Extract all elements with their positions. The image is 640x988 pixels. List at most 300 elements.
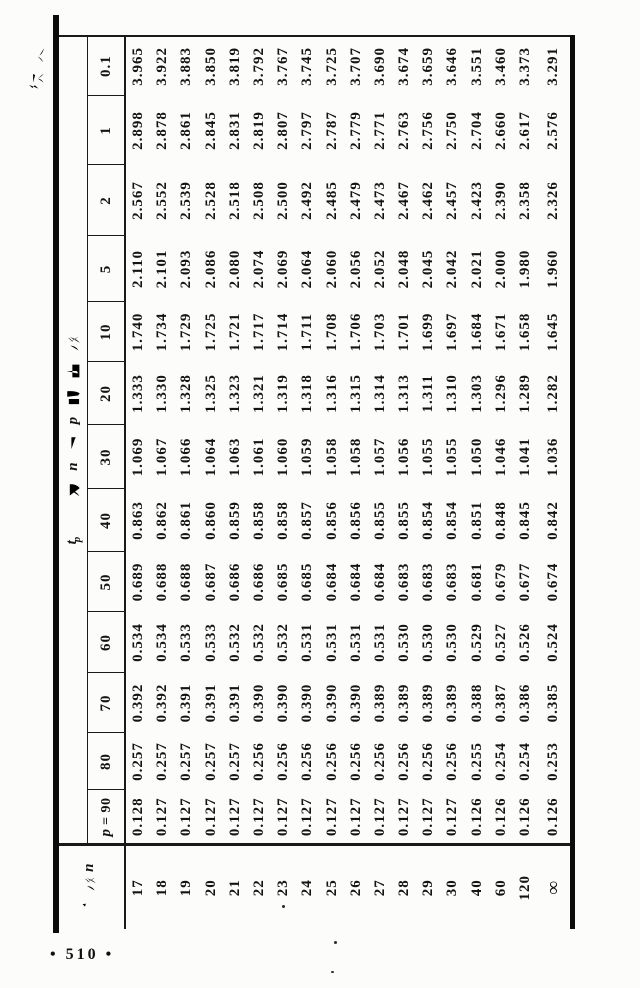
- value-cell-p5-n20: 2.086: [202, 249, 219, 289]
- p-header-90-rest: = 90: [98, 797, 114, 825]
- value-cell-p1-n25: 2.787: [323, 111, 340, 150]
- value-cell-p50-n22: 0.686: [250, 562, 267, 602]
- value-cell-p70-n19: 0.391: [178, 683, 195, 723]
- value-cell-p90-n∞: 0.126: [538, 790, 573, 845]
- value-cell-p40-n18: 0.862: [154, 501, 171, 540]
- rotated-table-canvas: [53, 35, 577, 929]
- value-cell-p0.1-n19: 3.883: [178, 47, 195, 86]
- title-row: [59, 36, 88, 929]
- value-cell-p80-n120: 0.254: [517, 742, 534, 781]
- value-cell-p2-n40: 2.423: [468, 181, 485, 220]
- value-cell-p1-n40: 2.704: [468, 111, 485, 150]
- value-cell-p70-n17: 0.392: [129, 683, 146, 723]
- value-cell-p40-n25: 0.856: [323, 501, 340, 540]
- table-row-n-23: [272, 36, 296, 929]
- table-row-n-40: [465, 36, 489, 929]
- value-cell-p1-n20: 2.845: [202, 111, 219, 150]
- value-cell-p40-n19: 0.861: [178, 501, 195, 540]
- value-cell-p1-n18: 2.878: [154, 111, 171, 150]
- value-cell-p80-n20: 0.257: [202, 742, 219, 781]
- value-cell-p60-n23: 0.532: [275, 623, 292, 662]
- value-cell-p80-n30: 0.256: [444, 742, 461, 781]
- value-cell-p5-n29: 2.045: [420, 249, 437, 289]
- value-cell-p80-n21: 0.257: [226, 742, 243, 781]
- table-row-n-120: [513, 36, 537, 929]
- value-cell-p10-n22: 1.717: [250, 312, 267, 352]
- value-cell-p5-n19: 2.093: [178, 249, 195, 289]
- n-label-cell: 120: [517, 875, 534, 901]
- value-cell-p10-n29: 1.699: [420, 312, 437, 352]
- value-cell-p70-n120: 0.386: [517, 683, 534, 723]
- row-header-cell: [59, 845, 125, 929]
- value-cell-p90-n25: 0.127: [320, 790, 344, 845]
- row-header-variable: n: [81, 863, 97, 872]
- value-cell-p80-n18: 0.257: [154, 742, 171, 781]
- value-cell-p1-n60: 2.660: [492, 111, 509, 150]
- p-header-cell-50: 50: [88, 552, 126, 612]
- value-cell-p1-n29: 2.756: [420, 111, 437, 150]
- value-cell-p40-n120: 0.845: [517, 501, 534, 540]
- value-cell-p2-n23: 2.500: [275, 181, 292, 220]
- t-distribution-table: [59, 35, 575, 929]
- value-cell-p2-n20: 2.528: [202, 181, 219, 220]
- value-cell-p70-n25: 0.390: [323, 683, 340, 723]
- value-cell-p10-n17: 1.740: [129, 312, 146, 352]
- value-cell-p10-n40: 1.684: [468, 312, 485, 352]
- value-cell-p90-n18: 0.127: [151, 790, 175, 845]
- value-cell-p10-n24: 1.711: [299, 313, 316, 351]
- value-cell-p60-n20: 0.533: [202, 623, 219, 662]
- value-cell-p2-n22: 2.508: [250, 181, 267, 220]
- p-header-cell-20: 20: [88, 362, 126, 425]
- value-cell-p50-n29: 0.683: [420, 562, 437, 602]
- value-cell-p2-n21: 2.518: [226, 181, 243, 220]
- value-cell-p30-n29: 1.055: [420, 437, 437, 477]
- value-cell-p70-n26: 0.390: [347, 683, 364, 723]
- value-cell-p10-n28: 1.701: [396, 312, 413, 352]
- value-cell-p80-n22: 0.256: [250, 742, 267, 781]
- value-cell-p50-n23: 0.685: [275, 562, 292, 602]
- table-row-n-26: [344, 36, 368, 929]
- value-cell-p0.1-n25: 3.725: [323, 47, 340, 86]
- value-cell-p20-n30: 1.310: [444, 374, 461, 413]
- value-cell-p2-n24: 2.492: [299, 181, 316, 220]
- value-cell-p10-n18: 1.734: [154, 312, 171, 352]
- value-cell-p10-n30: 1.697: [444, 312, 461, 352]
- value-cell-p90-n21: 0.127: [223, 790, 247, 845]
- n-label-cell: 24: [299, 879, 316, 897]
- value-cell-p10-n∞: 1.645: [545, 312, 562, 352]
- n-label-cell: 17: [129, 879, 146, 897]
- value-cell-p2-n18: 2.552: [154, 181, 171, 220]
- hanzi-can-icon: [82, 897, 97, 912]
- value-cell-p30-n60: 1.046: [492, 437, 509, 477]
- value-cell-p5-n22: 2.074: [250, 249, 267, 289]
- value-cell-p80-n27: 0.256: [371, 742, 388, 781]
- value-cell-p40-n23: 0.858: [275, 501, 292, 540]
- value-cell-p50-n26: 0.684: [347, 562, 364, 602]
- table-row-n-19: [175, 36, 199, 929]
- value-cell-p30-n∞: 1.036: [545, 437, 562, 477]
- value-cell-p30-n23: 1.060: [275, 437, 292, 477]
- value-cell-p50-n21: 0.686: [226, 562, 243, 602]
- value-cell-p5-n27: 2.052: [371, 249, 388, 289]
- value-cell-p40-n∞: 0.842: [545, 501, 562, 540]
- n-label-cell: 25: [323, 879, 340, 897]
- table-row-n-17: [125, 36, 151, 929]
- value-cell-p50-n17: 0.689: [129, 562, 146, 602]
- value-cell-p50-n120: 0.677: [517, 562, 534, 602]
- value-cell-p80-n24: 0.256: [299, 742, 316, 781]
- value-cell-p1-n22: 2.819: [250, 111, 267, 150]
- value-cell-p80-n23: 0.256: [275, 742, 292, 781]
- scan-speck: [331, 971, 334, 973]
- value-cell-p40-n60: 0.848: [492, 501, 509, 540]
- n-label-cell: 22: [250, 879, 267, 897]
- value-cell-p80-n∞: 0.253: [545, 742, 562, 781]
- value-cell-p60-n∞: 0.524: [545, 623, 562, 662]
- p-header-cell-70: 70: [88, 673, 126, 733]
- value-cell-p70-n24: 0.390: [299, 683, 316, 723]
- value-cell-p5-n∞: 1.960: [545, 249, 562, 289]
- value-cell-p70-n∞: 0.385: [545, 683, 562, 723]
- value-cell-p70-n27: 0.389: [371, 683, 388, 723]
- value-cell-p90-n28: 0.127: [392, 790, 416, 845]
- value-cell-p90-n27: 0.127: [368, 790, 392, 845]
- value-cell-p20-n27: 1.314: [371, 374, 388, 413]
- p-header-cell-30: 30: [88, 425, 126, 489]
- value-cell-p70-n60: 0.387: [492, 683, 509, 723]
- p-header-cell-0.1: 0.1: [88, 36, 126, 96]
- value-cell-p2-n28: 2.467: [396, 181, 413, 220]
- value-cell-p30-n28: 1.056: [396, 437, 413, 477]
- value-cell-p30-n20: 1.064: [202, 437, 219, 477]
- value-cell-p20-n120: 1.289: [517, 374, 534, 413]
- value-cell-p30-n18: 1.067: [154, 437, 171, 477]
- table-row-n-30: [441, 36, 465, 929]
- value-cell-p20-n20: 1.325: [202, 374, 219, 413]
- hanzi-wei-icon: [65, 482, 81, 498]
- value-cell-p10-n25: 1.708: [323, 312, 340, 352]
- scan-speck: [334, 941, 337, 944]
- value-cell-p90-n26: 0.127: [344, 790, 368, 845]
- value-cell-p1-n120: 2.617: [517, 111, 534, 150]
- value-cell-p30-n27: 1.057: [371, 437, 388, 477]
- value-cell-p50-n28: 0.683: [396, 562, 413, 602]
- value-cell-p1-n23: 2.807: [275, 111, 292, 150]
- p-header-cell-90: [88, 790, 126, 845]
- n-label-cell: 19: [178, 879, 195, 897]
- value-cell-p0.1-n60: 3.460: [492, 47, 509, 86]
- value-cell-p70-n23: 0.390: [275, 683, 292, 723]
- table-row-n-22: [247, 36, 271, 929]
- value-cell-p5-n25: 2.060: [323, 249, 340, 289]
- title-var-p: p: [64, 416, 81, 425]
- value-cell-p0.1-n17: 3.965: [129, 47, 146, 86]
- value-cell-p70-n20: 0.391: [202, 683, 219, 723]
- value-cell-p90-n40: 0.126: [465, 790, 489, 845]
- table-body: [125, 36, 573, 929]
- value-cell-p30-n30: 1.055: [444, 437, 461, 477]
- value-cell-p80-n60: 0.254: [492, 742, 509, 781]
- title-var-t: t: [63, 540, 80, 545]
- value-cell-p40-n26: 0.856: [347, 501, 364, 540]
- value-cell-p70-n18: 0.392: [154, 683, 171, 723]
- value-cell-p20-n25: 1.316: [323, 374, 340, 413]
- value-cell-p5-n40: 2.021: [468, 249, 485, 289]
- page-number: • 510 •: [50, 946, 115, 963]
- value-cell-p1-n∞: 2.576: [545, 111, 562, 150]
- value-cell-p5-n60: 2.000: [492, 249, 509, 289]
- value-cell-p30-n120: 1.041: [517, 437, 534, 477]
- value-cell-p2-n19: 2.539: [178, 181, 195, 220]
- value-cell-p90-n19: 0.127: [175, 790, 199, 845]
- value-cell-p60-n120: 0.526: [517, 623, 534, 662]
- value-cell-p30-n40: 1.050: [468, 437, 485, 477]
- value-cell-p5-n23: 2.069: [275, 249, 292, 289]
- value-cell-p10-n26: 1.706: [347, 312, 364, 352]
- p-header-cell-10: 10: [88, 302, 126, 362]
- value-cell-p0.1-n22: 3.792: [250, 47, 267, 86]
- n-label-cell: 26: [347, 879, 364, 897]
- value-cell-p2-n26: 2.479: [347, 181, 364, 220]
- value-cell-p80-n17: 0.257: [129, 742, 146, 781]
- value-cell-p50-n∞: 0.674: [545, 562, 562, 602]
- value-cell-p20-n22: 1.321: [250, 374, 267, 413]
- n-label-cell: 28: [396, 879, 413, 897]
- value-cell-p40-n20: 0.860: [202, 501, 219, 540]
- table-row-n-25: [320, 36, 344, 929]
- value-cell-p0.1-n18: 3.922: [154, 47, 171, 86]
- value-cell-p70-n30: 0.389: [444, 683, 461, 723]
- value-cell-p0.1-n26: 3.707: [347, 47, 364, 86]
- value-cell-p30-n26: 1.058: [347, 437, 364, 477]
- title-var-t-subscript: p: [70, 535, 83, 543]
- continued-table-label: [26, 47, 46, 90]
- value-cell-p40-n21: 0.859: [226, 501, 243, 540]
- n-label-cell: 18: [154, 879, 171, 897]
- p-header-row: [88, 36, 126, 929]
- p-header-cell-60: 60: [88, 612, 126, 673]
- value-cell-p10-n120: 1.658: [517, 312, 534, 352]
- value-cell-p5-n24: 2.064: [299, 249, 316, 289]
- value-cell-p0.1-n23: 3.767: [275, 47, 292, 86]
- value-cell-p40-n24: 0.857: [299, 501, 316, 540]
- value-cell-p60-n40: 0.529: [468, 623, 485, 662]
- value-cell-p90-n20: 0.127: [199, 790, 223, 845]
- value-cell-p10-n20: 1.725: [202, 312, 219, 352]
- value-cell-p80-n28: 0.256: [396, 742, 413, 781]
- value-cell-p2-n25: 2.485: [323, 181, 340, 220]
- value-cell-p0.1-n40: 3.551: [468, 47, 485, 86]
- value-cell-p50-n18: 0.688: [154, 562, 171, 602]
- value-cell-p1-n26: 2.779: [347, 111, 364, 150]
- value-cell-p5-n28: 2.048: [396, 249, 413, 289]
- value-cell-p40-n27: 0.855: [371, 501, 388, 540]
- value-cell-p90-n60: 0.126: [489, 790, 513, 845]
- value-cell-p0.1-n30: 3.646: [444, 47, 461, 86]
- value-cell-p20-n17: 1.333: [129, 374, 146, 413]
- table-row-n-∞: [538, 36, 573, 929]
- value-cell-p90-n23: 0.127: [272, 790, 296, 845]
- table-row-n-20: [199, 36, 223, 929]
- value-cell-p30-n24: 1.059: [299, 437, 316, 477]
- value-cell-p5-n21: 2.080: [226, 249, 243, 289]
- value-cell-p2-n120: 2.358: [517, 181, 534, 220]
- value-cell-p70-n40: 0.388: [468, 683, 485, 723]
- value-cell-p80-n19: 0.257: [178, 742, 195, 781]
- table-row-n-24: [296, 36, 320, 929]
- value-cell-p50-n25: 0.684: [323, 562, 340, 602]
- value-cell-p60-n25: 0.531: [323, 623, 340, 662]
- value-cell-p80-n26: 0.256: [347, 742, 364, 781]
- value-cell-p2-n60: 2.390: [492, 181, 509, 220]
- value-cell-p10-n60: 1.671: [492, 312, 509, 352]
- hanzi-biao-icon: [28, 47, 45, 64]
- title-var-n: n: [64, 462, 81, 471]
- p-variable: p: [97, 829, 114, 837]
- value-cell-p1-n17: 2.898: [129, 111, 146, 150]
- value-cell-p70-n28: 0.389: [396, 683, 413, 723]
- value-cell-p1-n24: 2.797: [299, 111, 316, 150]
- value-cell-p0.1-n28: 3.674: [396, 47, 413, 86]
- value-cell-p2-n∞: 2.326: [545, 181, 562, 220]
- value-cell-p0.1-n21: 3.819: [226, 47, 243, 86]
- value-cell-p5-n120: 1.980: [517, 249, 534, 289]
- value-cell-p30-n17: 1.069: [129, 437, 146, 477]
- value-cell-p20-n26: 1.315: [347, 374, 364, 413]
- p-header-cell-5: 5: [88, 236, 126, 302]
- value-cell-p2-n27: 2.473: [371, 181, 388, 220]
- value-cell-p90-n22: 0.127: [247, 790, 271, 845]
- value-cell-p0.1-n120: 3.373: [517, 47, 534, 86]
- table-row-n-29: [417, 36, 441, 929]
- value-cell-p5-n18: 2.101: [154, 249, 171, 289]
- value-cell-p20-n29: 1.311: [420, 374, 437, 413]
- value-cell-p2-n30: 2.457: [444, 181, 461, 220]
- table-row-n-28: [392, 36, 416, 929]
- n-label-cell: 29: [420, 879, 437, 897]
- value-cell-p90-n24: 0.127: [296, 790, 320, 845]
- n-label-cell: 40: [468, 879, 485, 897]
- value-cell-p60-n18: 0.534: [154, 623, 171, 662]
- value-cell-p50-n27: 0.684: [371, 562, 388, 602]
- value-cell-p1-n19: 2.861: [178, 111, 195, 150]
- value-cell-p5-n17: 2.110: [129, 250, 146, 288]
- value-cell-p60-n24: 0.531: [299, 623, 316, 662]
- table-row-n-21: [223, 36, 247, 929]
- value-cell-p0.1-n27: 3.690: [371, 47, 388, 86]
- table-row-n-60: [489, 36, 513, 929]
- n-label-cell: 27: [371, 879, 388, 897]
- hanzi-zuo-icon: [65, 509, 81, 525]
- value-cell-p30-n25: 1.058: [323, 437, 340, 477]
- value-cell-p10-n23: 1.714: [275, 312, 292, 352]
- hanzi-han-icon: [65, 363, 81, 379]
- value-cell-p0.1-n29: 3.659: [420, 47, 437, 86]
- value-cell-p30-n21: 1.063: [226, 437, 243, 477]
- value-cell-p60-n60: 0.527: [492, 623, 509, 662]
- value-cell-p70-n21: 0.391: [226, 683, 243, 723]
- value-cell-p60-n27: 0.531: [371, 623, 388, 662]
- value-cell-p50-n30: 0.683: [444, 562, 461, 602]
- value-cell-p70-n22: 0.390: [250, 683, 267, 723]
- value-cell-p40-n29: 0.854: [420, 501, 437, 540]
- value-cell-p30-n22: 1.061: [250, 437, 267, 477]
- hanzi-de-icon: [65, 390, 81, 406]
- value-cell-p60-n19: 0.533: [178, 623, 195, 662]
- value-cell-p1-n21: 2.831: [226, 111, 243, 150]
- title-t-sub-p: [64, 536, 83, 545]
- hanzi-xu-icon: [28, 73, 45, 90]
- value-cell-p80-n40: 0.255: [468, 742, 485, 781]
- hanzi-yu-icon: [65, 435, 81, 451]
- value-cell-p60-n26: 0.531: [347, 623, 364, 662]
- value-cell-p0.1-n24: 3.745: [299, 47, 316, 86]
- p-header-cell-80: 80: [88, 733, 126, 790]
- value-cell-p2-n29: 2.462: [420, 181, 437, 220]
- value-cell-p50-n19: 0.688: [178, 562, 195, 602]
- value-cell-p10-n27: 1.703: [371, 312, 388, 352]
- value-cell-p60-n30: 0.530: [444, 623, 461, 662]
- value-cell-p0.1-n20: 3.850: [202, 47, 219, 86]
- value-cell-p60-n17: 0.534: [129, 623, 146, 662]
- value-cell-p5-n26: 2.056: [347, 249, 364, 289]
- value-cell-p1-n30: 2.750: [444, 111, 461, 150]
- value-cell-p20-n24: 1.318: [299, 374, 316, 413]
- table-title-cell: [59, 36, 88, 845]
- value-cell-p1-n27: 2.771: [371, 111, 388, 150]
- value-cell-p90-n30: 0.127: [441, 790, 465, 845]
- value-cell-p0.1-n∞: 3.291: [545, 47, 562, 86]
- value-cell-p40-n40: 0.851: [468, 501, 485, 540]
- hanzi-shu-icon: [82, 877, 97, 892]
- value-cell-p40-n28: 0.855: [396, 501, 413, 540]
- value-cell-p40-n30: 0.854: [444, 501, 461, 540]
- p-header-cell-2: 2: [88, 165, 126, 236]
- table-row-n-18: [151, 36, 175, 929]
- value-cell-p40-n22: 0.858: [250, 501, 267, 540]
- value-cell-p20-n21: 1.323: [226, 374, 243, 413]
- p-header-cell-1: 1: [88, 96, 126, 165]
- value-cell-p60-n22: 0.532: [250, 623, 267, 662]
- n-label-cell: 23: [275, 879, 292, 897]
- value-cell-p90-n29: 0.127: [417, 790, 441, 845]
- value-cell-p10-n19: 1.729: [178, 312, 195, 352]
- value-cell-p20-n∞: 1.282: [545, 374, 562, 413]
- value-cell-p60-n29: 0.530: [420, 623, 437, 662]
- p-header-cell-40: 40: [88, 489, 126, 552]
- value-cell-p50-n60: 0.679: [492, 562, 509, 602]
- value-cell-p50-n20: 0.687: [202, 562, 219, 602]
- value-cell-p60-n21: 0.532: [226, 623, 243, 662]
- value-cell-p70-n29: 0.389: [420, 683, 437, 723]
- value-cell-p20-n28: 1.313: [396, 374, 413, 413]
- n-label-cell: 60: [492, 879, 509, 897]
- value-cell-p80-n25: 0.256: [323, 742, 340, 781]
- n-label-cell: 30: [444, 879, 461, 897]
- value-cell-p20-n23: 1.319: [275, 374, 292, 413]
- value-cell-p10-n21: 1.721: [226, 312, 243, 352]
- value-cell-p20-n40: 1.303: [468, 374, 485, 413]
- value-cell-p20-n19: 1.328: [178, 374, 195, 413]
- scan-speck: [282, 905, 285, 908]
- value-cell-p40-n17: 0.863: [129, 501, 146, 540]
- value-cell-p90-n17: 0.128: [125, 790, 151, 845]
- value-cell-p60-n28: 0.530: [396, 623, 413, 662]
- value-cell-p5-n30: 2.042: [444, 249, 461, 289]
- value-cell-p50-n24: 0.685: [299, 562, 316, 602]
